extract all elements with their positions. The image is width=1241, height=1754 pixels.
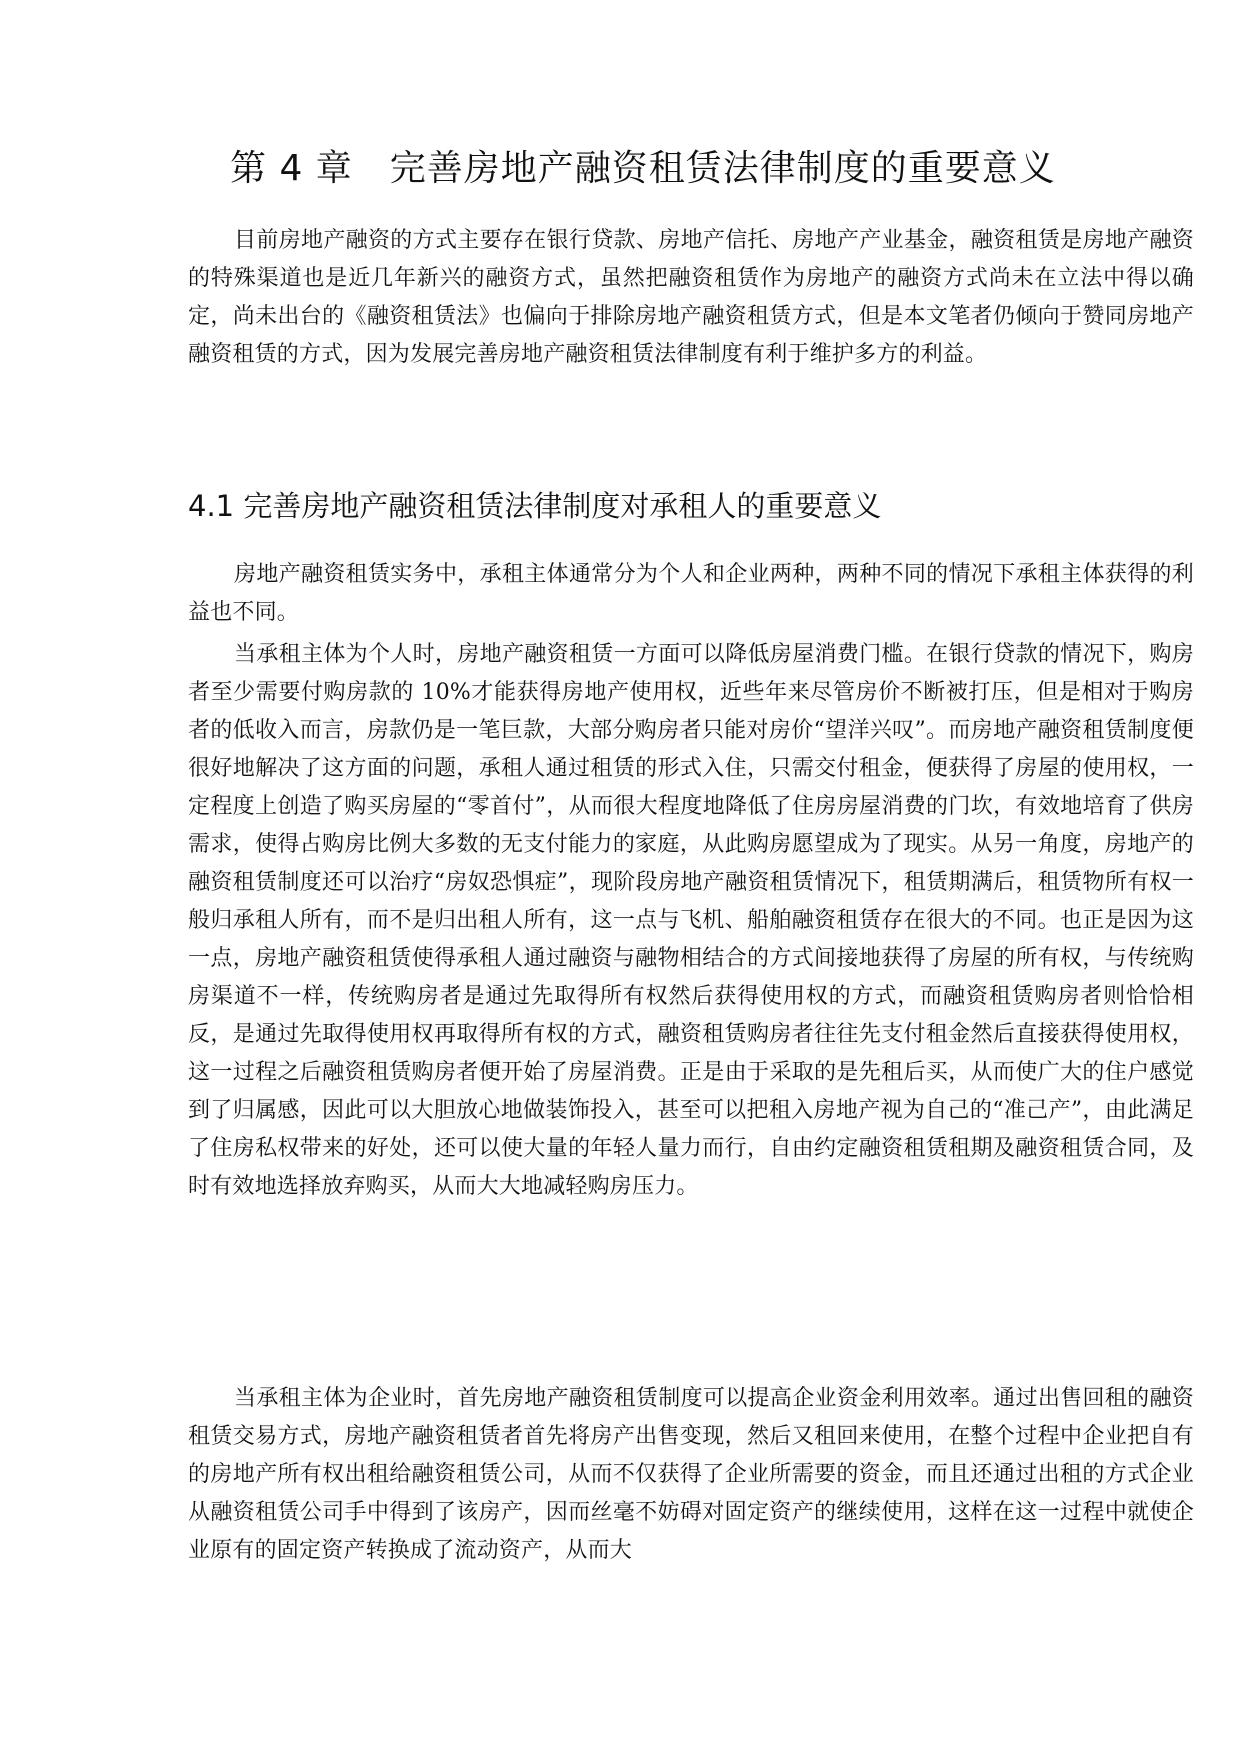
section-title: 4.1 完善房地产融资租赁法律制度对承租人的重要意义 — [188, 489, 882, 523]
body-paragraph: 房地产融资租赁实务中，承租主体通常分为个人和企业两种，两种不同的情况下承租主体获得的利益也不同。 — [188, 562, 1194, 625]
chapter-title: 第 4 章 完善房地产融资租赁法律制度的重要意义 — [230, 148, 1056, 189]
intro-paragraph: 目前房地产融资的方式主要存在银行贷款、房地产信托、房地产产业基金，融资租赁是房地产融资的特殊渠道也是近几年新兴的融资方式，虽然把融资租赁作为房地产的融资方式尚未在立法中得以确定，尚未出台的《融资租赁法》也偏向于排除房地产融资租赁方式，但是本文笔者仍倾向于赞同房地产融资租赁的方式，因为发展完善房地产融资租赁法律制度有利于维护多方的利益。 — [188, 228, 1194, 367]
body-paragraph: 当承租主体为个人时，房地产融资租赁一方面可以降低房屋消费门槛。在银行贷款的情况下，购房者至少需要付购房款的 10%才能获得房地产使用权，近些年来尽管房价不断被打压，但是相对于购房者的低收入而言，房款仍是一笔巨款，大部分购房者只能对房价“望洋兴叹”。而房地产融资租赁制度便很好地解决了这方面的问题，承租人通过租赁的形式入住，只需交付租金，便获得了房屋的使用权，一定程度上创造了购买房屋的“零首付”，从而很大程度地降低了住房房屋消费的门坎，有效地培育了供房需求，使得占购房比例大多数的无支付能力的家庭，从此购房愿望成为了现实。从另一角度，房地产的融资租赁制度还可以治疗“房奴恐惧症”，现阶段房地产融资租赁情况下，租赁期满后，租赁物所有权一般归承租人所有，而不是归出租人所有，这一点与飞机、船舶融资租赁存在很大的不同。也正是因为这一点，房地产融资租赁使得承租人通过融资与融物相结合的方式间接地获得了房屋的所有权，与传统购房渠道不一样，传统购房者是通过先取得所有权然后获得使用权的方式，而融资租赁购房者则恰恰相反，是通过先取得使用权再取得所有权的方式，融资租赁购房者往往先支付租金然后直接获得使用权，这一过程之后融资租赁购房者便开始了房屋消费。正是由于采取的是先租后买，从而使广大的住户感觉到了归属感，因此可以大胆放心地做装饰投入，甚至可以把租入房地产视为自己的“准己产”，由此满足了住房私权带来的好处，还可以使大量的年轻人量力而行，自由约定融资租赁租期及融资租赁合同，及时有效地选择放弃购买，从而大大地减轻购房压力。 — [188, 642, 1194, 1199]
body-paragraph: 当承租主体为企业时，首先房地产融资租赁制度可以提高企业资金利用效率。通过出售回租的融资租赁交易方式，房地产融资租赁者首先将房产出售变现，然后又租回来使用，在整个过程中企业把自有的房地产所有权出租给融资租赁公司，从而不仅获得了企业所需要的资金，而且还通过出租的方式企业从融资租赁公司手中得到了该房产，因而丝毫不妨碍对固定资产的继续使用，这样在这一过程中就使企业原有的固定资产转换成了流动资产，从而大 — [188, 1386, 1194, 1563]
